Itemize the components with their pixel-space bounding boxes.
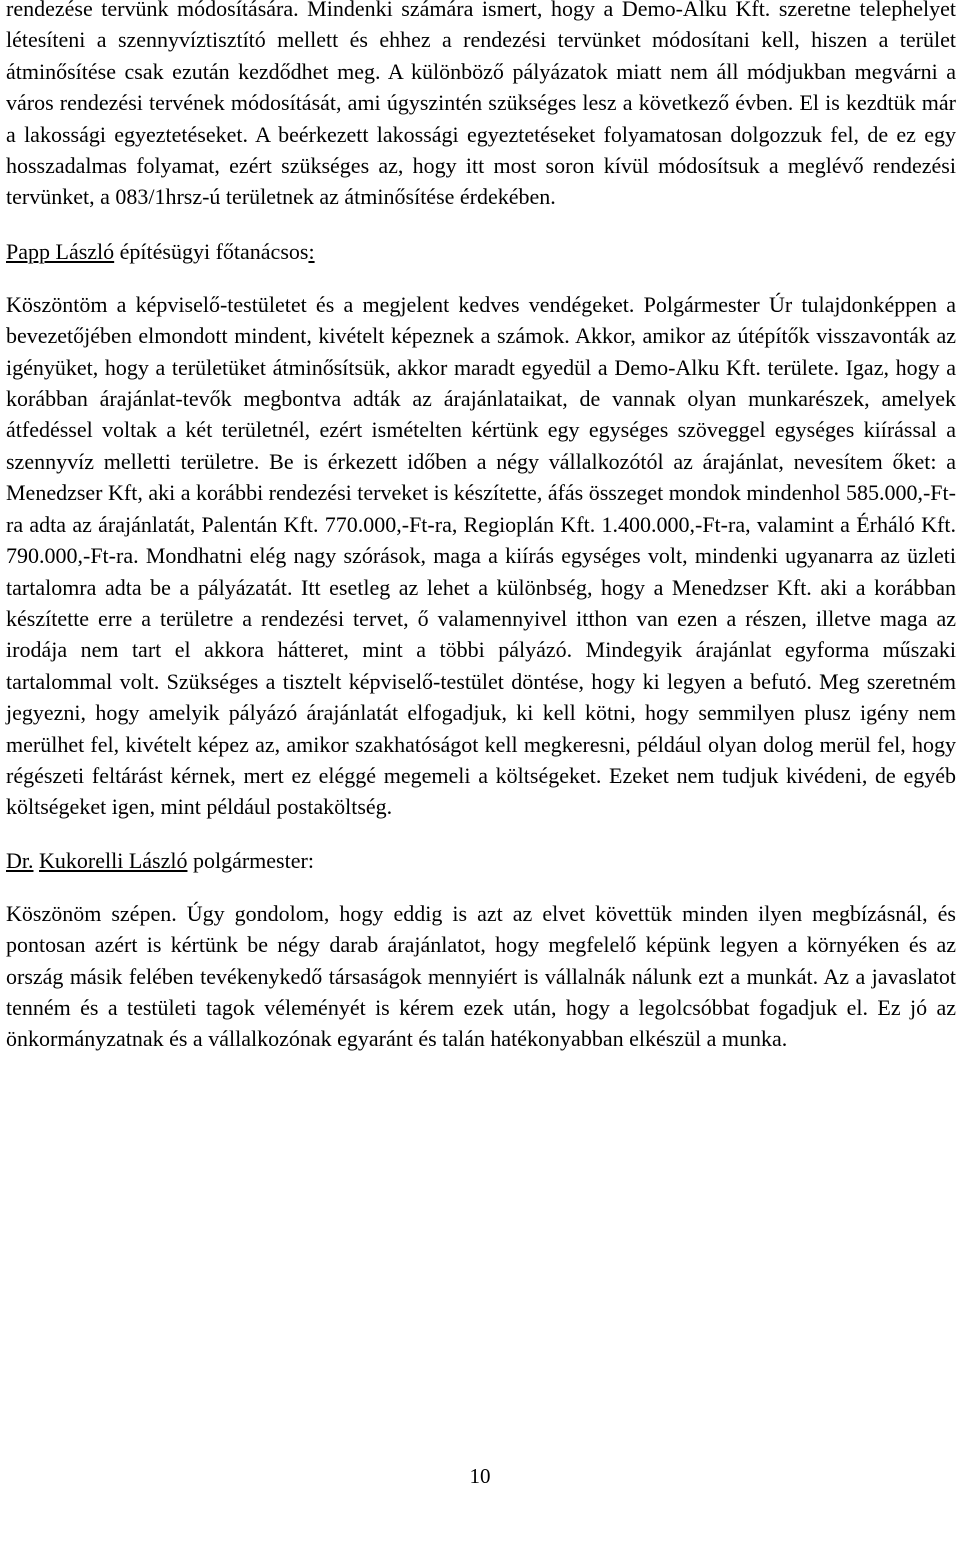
body-paragraph: Köszöntöm a képviselő-testületet és a megjelent kedves vendégeket. Polgármester Úr tulajdonképpen a bevezetőjében elmondott mindent, kivételt képeznek a számok. Akkor, amikor az útépítők visszavonták az igényüket, hogy a területüket átminősítsük, akkor maradt egyedül a Demo-Alku Kft. területe. Igaz, hogy a korábban árajánlat-tevők megbontva adták az árajánlataikat, de vannak olyan munkarészek, amelyek átfedéssel voltak a két területnél, ezért ismételten kértünk egy egységes szöveggel egységes kiírással a szennyvíz melletti területre. Be is érkezett időben a négy vállalkozótól az árajánlat, nevesítem őket: a Menedzser Kft, aki a korábbi rendezési terveket is készítette, áfás összeget mondok mindenhol 585.000,-Ft-ra adta az árajánlatát, Palentán Kft. 770.000,-Ft-ra, Regioplán Kft. 1.400.000,-Ft-ra, valamint a Érháló Kft. 790.000,-Ft-ra. Mondhatni elég nagy szórások, maga a kiírás egységes volt, mindenki ugyanarra az üzleti tartalomra adta be a pályázatát. Itt esetleg az lehet a különbség, hogy a Menedzser Kft. aki a korábban készítette erre a területre a rendezési tervet, ő valamennyivel itthon van ezen a részen, illetve maga az irodája nem tart el akkora hátteret, mint a többi pályázó. Mindegyik árajánlat egyforma műszaki tartalommal volt. Szükséges a tisztelt képviselő-testület döntése, hogy ki legyen a befutó. Meg szeretném jegyezni, hogy amelyik pályázó árajánlatát elfogadjuk, ki kell kötni, hogy semmilyen plusz igény nem merülhet fel, kivételt képez az, amikor szakhatóságot kell megkeresni, például olyan dolog merül fel, hogy régészeti feltárást kérnek, mert ez eléggé megemeli a költségeket. Ezeket nem tudjuk kivédeni, de egyéb költségeket igen, mint például postaköltség. [6,291,956,820]
speaker-heading [6,236,956,267]
speaker-heading [6,845,956,876]
speaker-colon: : [308,238,315,264]
speaker-name: Papp László [6,238,115,264]
body-paragraph: Köszönöm szépen. Úgy gondolom, hogy eddig is azt az elvet követtük minden ilyen megbízásnál, és pontosan azért is kértünk be négy darab árajánlatot, hogy megfelelő képünk legyen a környéken és az ország másik felében tevékenykedő társaságok mennyiért is vállalnák nálunk ezt a munkát. Az a javaslatot tenném és a testületi tagok véleményét is kérem ezek után, hogy a legolcsóbbat fogadjuk el. Ez jó az önkormányzatnak és a vállalkozónak egyaránt és talán hatékonyabban elkészül a munka. [6,900,956,1052]
speaker-role: polgármester: [187,847,314,873]
speaker-title: Dr. [6,847,34,873]
document-page [6,0,956,1055]
page-number: 10 [469,1464,491,1488]
speaker-role: építésügyi főtanácsos [114,238,309,264]
body-paragraph: rendezése tervünk módosítására. Mindenki számára ismert, hogy a Demo-Alku Kft. szeretne telephelyet létesíteni a szennyvíztisztító mellett és ehhez a rendezési tervünket módosítani kell, hiszen a terület átminősítése csak ezután kezdődhet meg. A különböző pályázatok miatt nem áll módjukban megvárni a város rendezési tervének módosítását, ami úgyszintén szükséges lesz a következő évben. El is kezdtük már a lakossági egyeztetéseket. A beérkezett lakossági egyeztetéseket folyamatosan dolgozzuk fel, de ez egy hosszadalmas folyamat, ezért szükséges az, hogy itt most soron kívül módosítsuk a meglévő rendezési tervünket, a 083/1hrsz-ú területnek az átminősítése érdekében. [6,0,956,210]
speaker-name: Kukorelli László [39,847,188,873]
